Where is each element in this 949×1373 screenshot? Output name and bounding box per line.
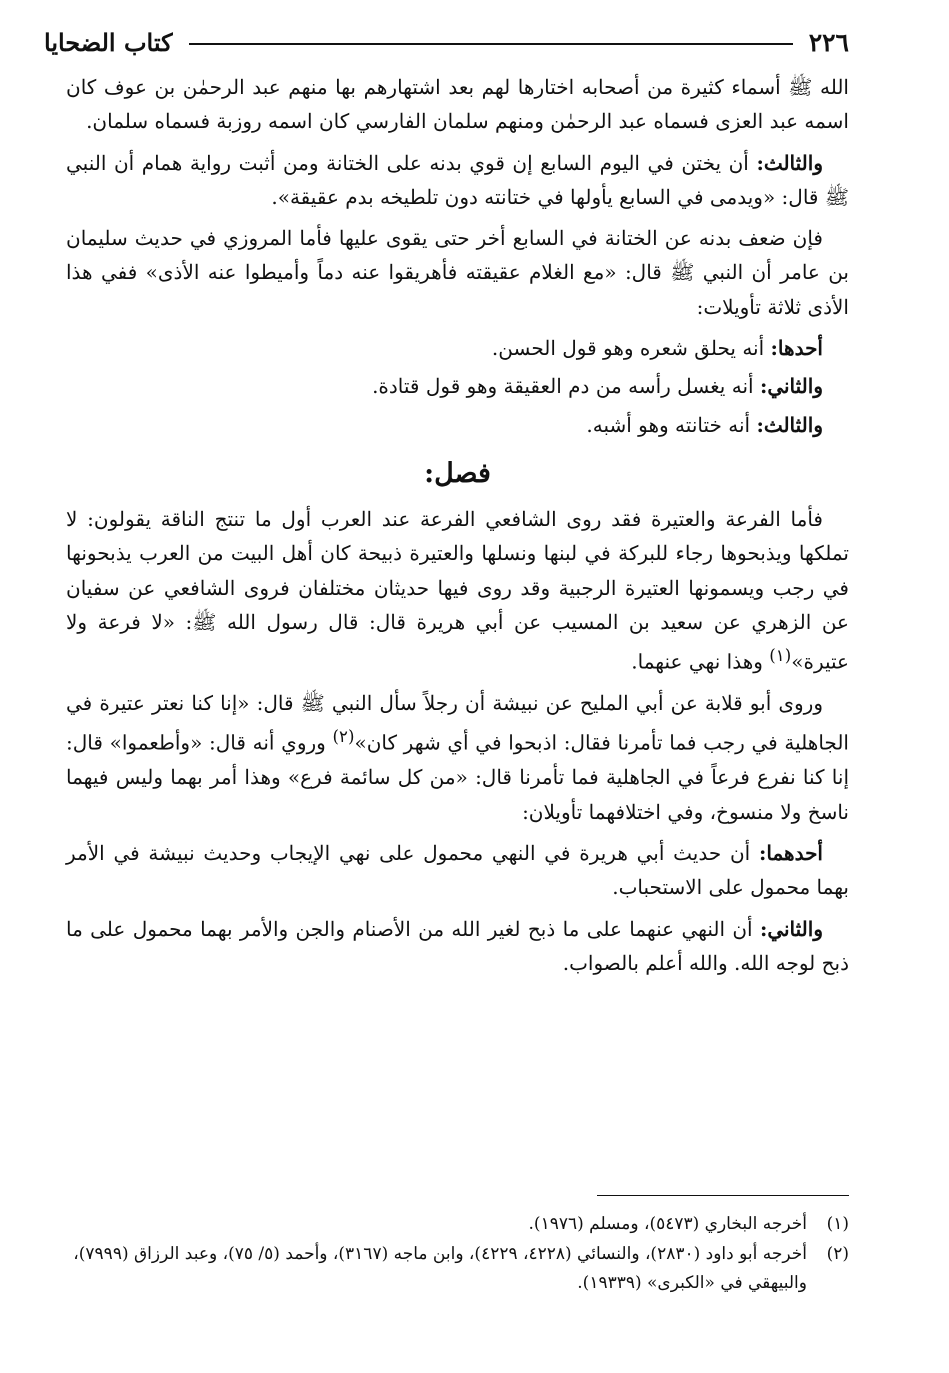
paragraph-first-reconciliation — [66, 836, 849, 905]
paragraph-text: فأما الفرعة والعتيرة فقد روى الشافعي الفرعة عند العرب أول ما تنتج الناقة يقولون: لا تملكها ويذبحوها رجاء للبركة في لبنها ونسلها والعتيرة ذبيحة كان أهل البيت من العرب يذبحونها في رجب ويسمونها العتيرة الرجبية وقد روى فيها حديثان مختلفان فروى الشافعي عن سفيان عن الزهري عن سعيد بن المسيب عن أبي هريرة قال: قال رسول الله ﷺ: «لا فرعة ولا عتيرة» — [66, 506, 849, 674]
footnote-number: (٢) — [826, 1244, 849, 1264]
paragraph-text: أن حديث أبي هريرة في النهي محمول على نهي الإيجاب وحديث نبيشة في الأمر بهما محمول على الاستحباب. — [66, 840, 849, 900]
paragraph-text: أن النهي عنهما على ما ذبح لغير الله من الأصنام والجن والأمر بهما محمول على ما ذبح لوجه الله. والله أعلم بالصواب. — [66, 916, 849, 975]
item-text: أنه ختانته وهو أشبه. — [586, 412, 751, 437]
lead-term: أحدها: — [770, 336, 823, 361]
lead-term: أحدهما: — [758, 840, 823, 865]
page-header — [44, 24, 849, 60]
lead-term: والثالث: — [756, 412, 823, 437]
interpretation-item — [66, 408, 849, 442]
item-text: أنه يغسل رأسه من دم العقيقة وهو قول قتادة. — [372, 374, 754, 399]
lead-term: والثالث: — [756, 150, 823, 175]
interpretation-item — [66, 369, 849, 403]
interpretation-item — [66, 331, 849, 365]
footnote-text: أخرجه البخاري (٥٤٧٣)، ومسلم (١٩٧٦). — [528, 1214, 807, 1234]
lead-term: والثاني: — [759, 916, 823, 941]
lead-term: والثاني: — [759, 374, 823, 399]
paragraph-text-end: وهذا نهي عنهما. — [631, 649, 770, 674]
paragraph-nubaysha-hadith — [66, 686, 849, 829]
footnote-number: (١) — [826, 1214, 849, 1234]
paragraph-weak-body: فإن ضعف بدنه عن الختانة في السابع أخر حتى يقوى عليها فأما المروزي في حديث سليمان بن عامر أن النبي ﷺ قال: «مع الغلام عقيقته فأهريقوا عنه دماً وأميطوا عنه الأذى» ففي هذا الأذى ثلاثة تأويلات: — [66, 226, 849, 319]
paragraph-farah-atira — [66, 502, 849, 679]
footnote-separator — [597, 1195, 849, 1196]
running-title: كتاب الضحايا — [44, 27, 173, 57]
footnote — [66, 1240, 849, 1298]
footnote-reference: (١) — [769, 646, 792, 666]
paragraph-second-reconciliation — [66, 912, 849, 981]
footnote-text: أخرجه أبو داود (٢٨٣٠)، والنسائي (٤٢٢٨، ٤٢٢٩)، وابن ماجه (٣١٦٧)، وأحمد (٥/ ٧٥)، وعبد الرزاق (٧٩٩٩)، والبيهقي في «الكبرى» (١٩٣٣٩). — [73, 1244, 807, 1293]
footnotes — [66, 1210, 849, 1299]
page-number: ٢٢٦ — [808, 27, 849, 57]
paragraph-continuation: الله ﷺ أسماء كثيرة من أصحابه اختارها لهم بعد اشتهارهم بها منهم عبد الرحمٰن بن عوف كان اسمه عبد العزى فسماه عبد الرحمٰن ومنهم سلمان الفارسي كان اسمه روزبة فسماه سلمان. — [66, 75, 849, 134]
paragraph-text-end: وروي أنه قال: «وأطعموا» قال: إنا كنا نفرع فرعاً في الجاهلية فما تأمرنا قال: «من كل سائمة فرع» وهذا أمر بهما وليس فيهما ناسخ ولا منسوخ، وفي اختلافهما تأويلان: — [66, 731, 849, 824]
section-heading: فصل: — [424, 457, 491, 489]
header-rule — [189, 43, 793, 45]
item-text: أنه يحلق شعره وهو قول الحسن. — [491, 336, 765, 361]
footnote — [66, 1210, 849, 1239]
footnote-reference: (٢) — [332, 727, 355, 747]
paragraph-third-view — [66, 146, 849, 215]
paragraph-text: أن يختن في اليوم السابع إن قوي بدنه على الختانة ومن أثبت رواية همام أن النبي ﷺ قال: «ويدمى في السابع يأولها في ختانته دون تلطيخه بدم عقيقة». — [66, 150, 849, 209]
main-text — [66, 70, 849, 987]
paragraph-text: وروى أبو قلابة عن أبي المليح عن نبيشة أن رجلاً سأل النبي ﷺ قال: «إنا كنا نعتر عتيرة في الجاهلية في رجب فما تأمرنا فقال: اذبحوا في أي شهر كان» — [66, 691, 849, 756]
